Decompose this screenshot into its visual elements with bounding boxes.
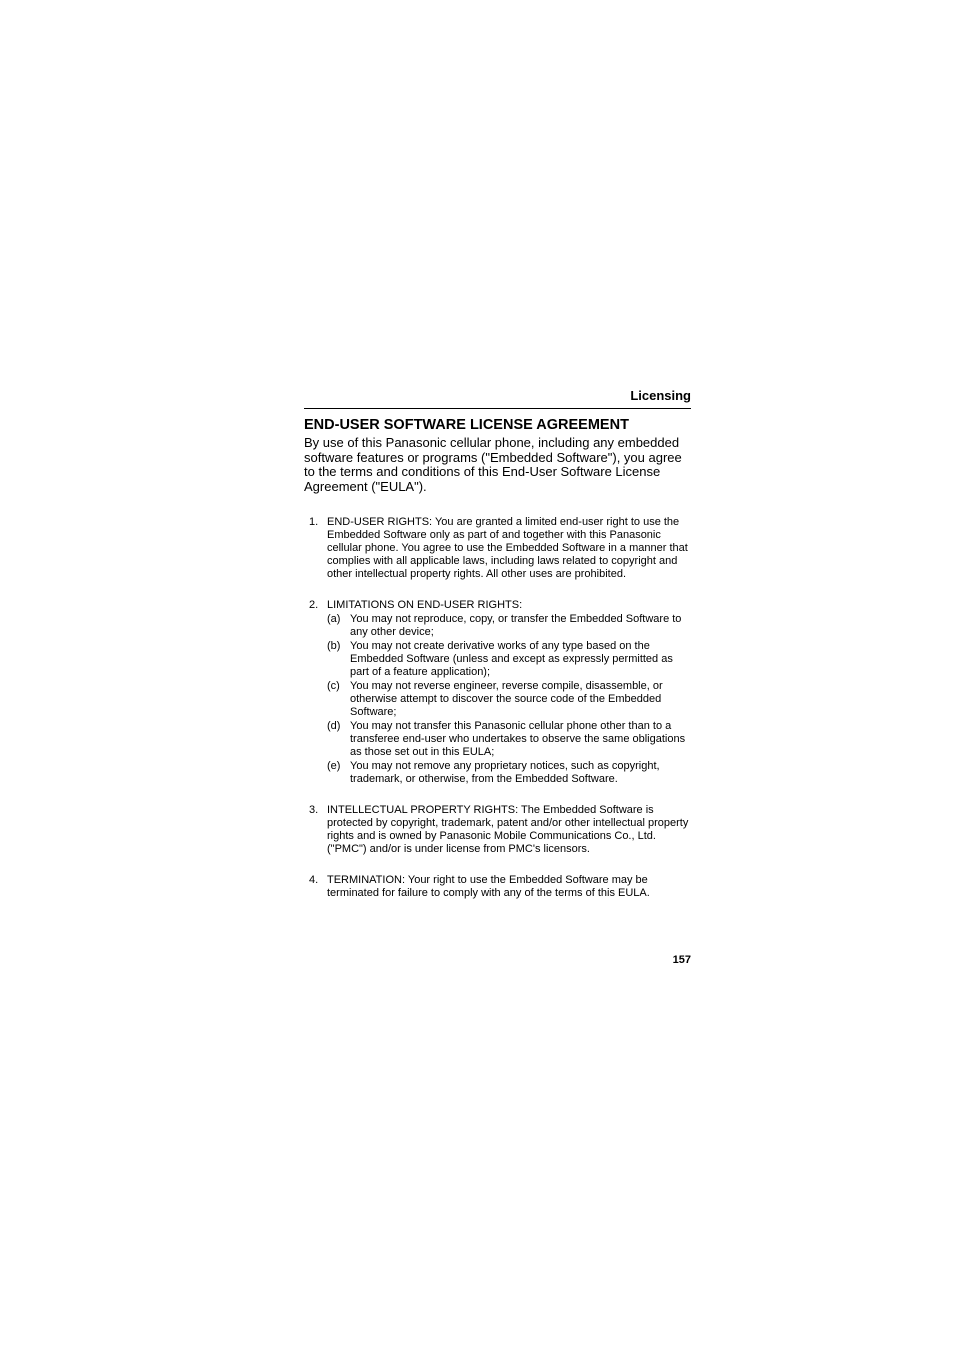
clause-number: 2. bbox=[309, 599, 319, 612]
clause-number: 1. bbox=[309, 516, 319, 529]
clause-text: LIMITATIONS ON END-USER RIGHTS: bbox=[327, 599, 523, 612]
clause-text: TERMINATION: Your right to use the Embedded Software may be terminated for failure to comply with any of the terms of this EULA. bbox=[327, 874, 650, 900]
subclause-e bbox=[304, 760, 691, 786]
subclause-label: (b) bbox=[327, 640, 341, 653]
subclause-c bbox=[304, 680, 691, 719]
clause-4 bbox=[304, 874, 691, 900]
subclause-label: (c) bbox=[327, 680, 340, 693]
subclause-d bbox=[304, 720, 691, 759]
subclause-b bbox=[304, 640, 691, 679]
subclause-text: You may not create derivative works of any type based on the Embedded Software (unless and except as expressly permitted as part of a feature application); bbox=[350, 640, 673, 679]
agreement-title: END-USER SOFTWARE LICENSE AGREEMENT bbox=[304, 417, 629, 433]
clause-text: END-USER RIGHTS: You are granted a limited end-user right to use the Embedded Software only as part of and together with this Panasonic cellular phone. You agree to use the Embedded Software in a manner that complies with all applicable laws, including laws related to copyright and other intellectual property rights. All other uses are prohibited. bbox=[327, 516, 688, 581]
subclause-text: You may not reverse engineer, reverse compile, disassemble, or otherwise attempt to discover the source code of the Embedded Software; bbox=[350, 680, 663, 719]
document-page bbox=[304, 388, 691, 900]
subclause-text: You may not remove any proprietary notices, such as copyright, trademark, or otherwise, from the Embedded Software. bbox=[350, 760, 660, 786]
subclause-text: You may not transfer this Panasonic cellular phone other than to a transferee end-user who undertakes to observe the same obligations as those set out in this EULA; bbox=[350, 720, 686, 759]
subclause-a bbox=[304, 613, 691, 639]
intro-paragraph: By use of this Panasonic cellular phone, including any embedded software features or programs ("Embedded Software"), you agree to the terms and conditions of this End-User Software License Agreement ("EULA"). bbox=[304, 435, 682, 494]
page-number: 157 bbox=[672, 954, 691, 966]
section-header: Licensing bbox=[304, 388, 691, 409]
clause-1 bbox=[304, 516, 691, 581]
clause-2 bbox=[304, 599, 691, 612]
subclause-text: You may not reproduce, copy, or transfer the Embedded Software to any other device; bbox=[350, 613, 682, 639]
clause-number: 3. bbox=[309, 804, 319, 817]
subclause-label: (e) bbox=[327, 760, 341, 773]
subclause-label: (d) bbox=[327, 720, 341, 733]
clause-number: 4. bbox=[309, 874, 319, 887]
subclause-label: (a) bbox=[327, 613, 341, 626]
clause-text: INTELLECTUAL PROPERTY RIGHTS: The Embedded Software is protected by copyright, trademark, patent and/or other intellectual property rights and is owned by Panasonic Mobile Communications Co., Ltd. ("PMC") and/or is under license from PMC's licensors. bbox=[327, 804, 689, 856]
clause-3 bbox=[304, 804, 691, 856]
